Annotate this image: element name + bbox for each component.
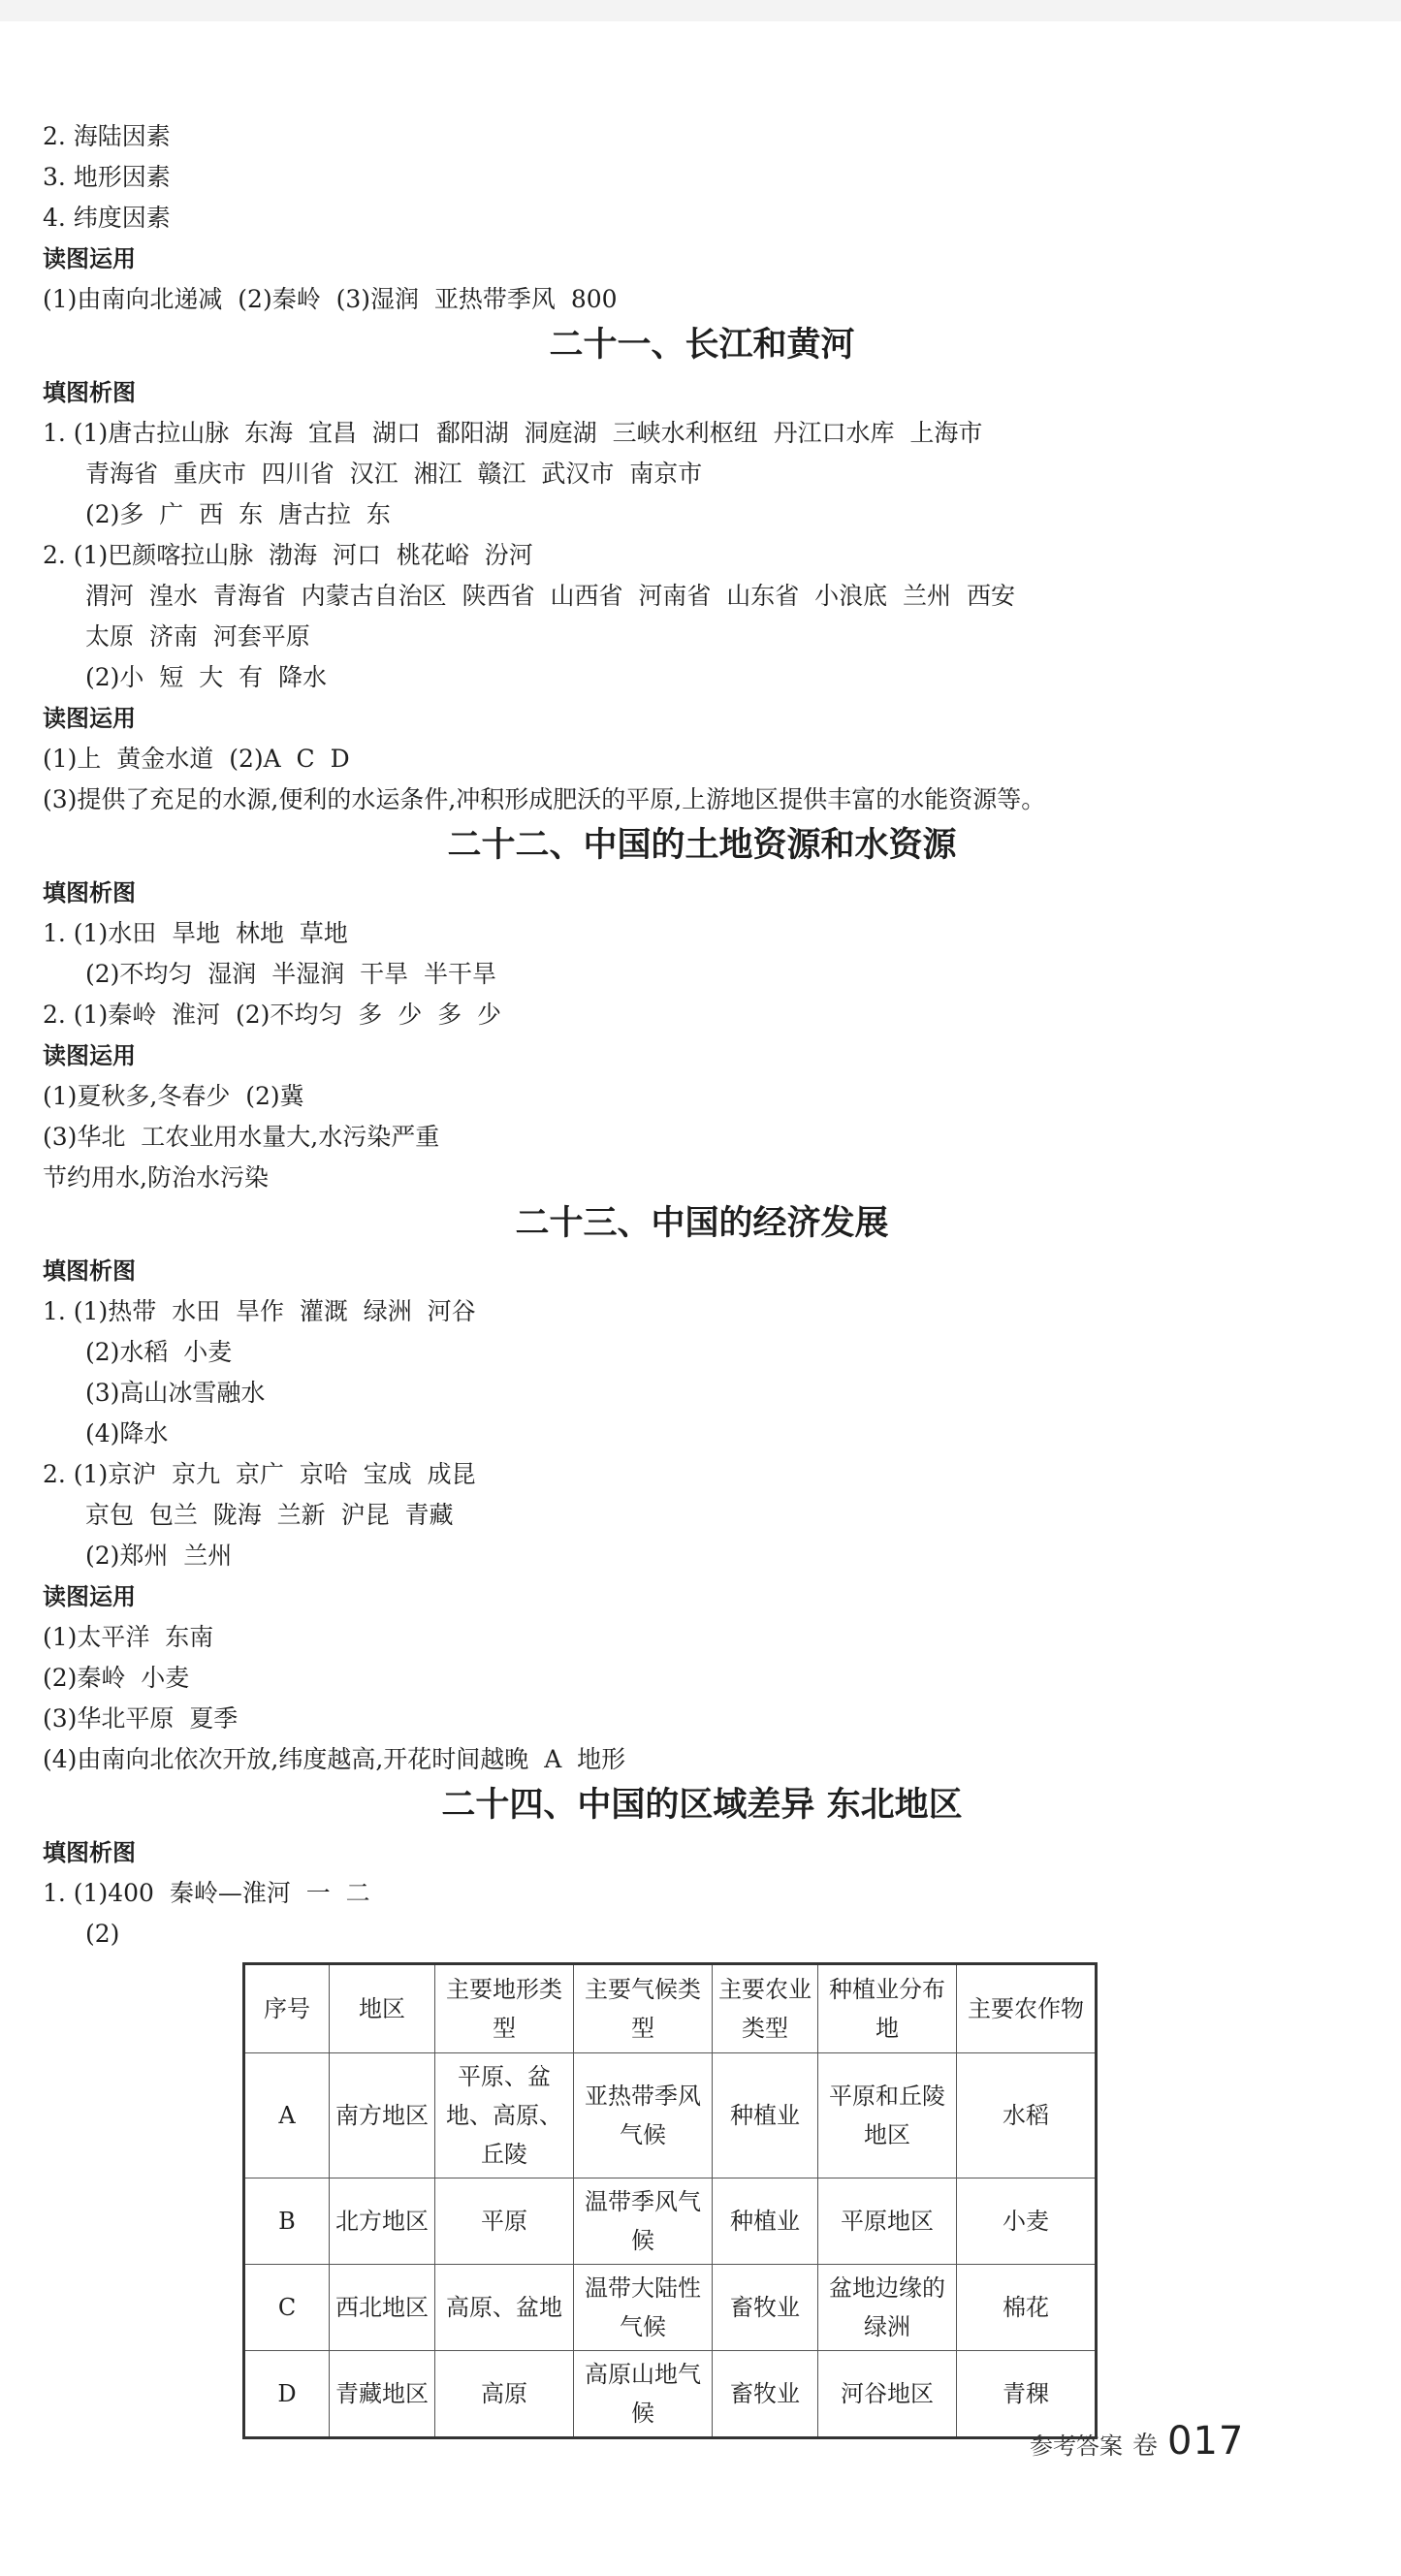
answer-content bbox=[43, 116, 1361, 2439]
answer-line: 渭河 湟水 青海省 内蒙古自治区 陕西省 山西省 河南省 山东省 小浪底 兰州 西安 bbox=[85, 582, 1015, 610]
subsection-fill-maps: 填图析图 bbox=[43, 379, 136, 406]
answer-line: (2)水稻 小麦 bbox=[85, 1338, 233, 1366]
table-cell: 北方地区 bbox=[330, 2178, 435, 2265]
answer-line: 京包 包兰 陇海 兰新 沪昆 青藏 bbox=[85, 1501, 454, 1529]
table-cell: A bbox=[244, 2053, 330, 2178]
answer-line: (4)降水 bbox=[85, 1419, 169, 1447]
table-header-row bbox=[244, 1964, 1097, 2053]
subsection-fill-maps: 填图析图 bbox=[43, 1839, 136, 1866]
footer-volume: 卷 bbox=[1132, 2432, 1159, 2461]
table-cell: 高原、盆地 bbox=[435, 2265, 574, 2351]
answer-line: 青海省 重庆市 四川省 汉江 湘江 赣江 武汉市 南京市 bbox=[85, 460, 703, 488]
section-title-24: 二十四、中国的区域差异 东北地区 bbox=[441, 1786, 963, 1825]
table-cell: 高原 bbox=[435, 2351, 574, 2438]
table-header-cell: 序号 bbox=[244, 1964, 330, 2053]
answer-line: (1)夏秋多,冬春少 (2)冀 bbox=[43, 1082, 304, 1110]
table-cell: 畜牧业 bbox=[713, 2265, 818, 2351]
table-header-cell: 种植业分布地 bbox=[818, 1964, 957, 2053]
answer-line: (2)多 广 西 东 唐古拉 东 bbox=[85, 500, 391, 528]
table-cell: 平原地区 bbox=[818, 2178, 957, 2265]
subsection-fill-maps: 填图析图 bbox=[43, 1257, 136, 1285]
answer-line: (2)小 短 大 有 降水 bbox=[85, 663, 327, 691]
answer-line: (2) bbox=[85, 1920, 120, 1948]
answer-line: 1. (1)400 秦岭—淮河 一 二 bbox=[43, 1879, 370, 1907]
subsection-read-maps: 读图运用 bbox=[43, 1583, 136, 1610]
region-comparison-table bbox=[242, 1962, 1098, 2439]
table-cell: 种植业 bbox=[713, 2178, 818, 2265]
answer-line: (3)华北 工农业用水量大,水污染严重 bbox=[43, 1123, 440, 1151]
subsection-fill-maps: 填图析图 bbox=[43, 879, 136, 906]
subsection-read-maps: 读图运用 bbox=[43, 1042, 136, 1069]
answer-line: 2. (1)秦岭 淮河 (2)不均匀 多 少 多 少 bbox=[43, 1001, 501, 1029]
answer-line: 3. 地形因素 bbox=[43, 163, 171, 191]
table-cell: 平原、盆地、高原、丘陵 bbox=[435, 2053, 574, 2178]
answer-line: (2)秦岭 小麦 bbox=[43, 1664, 190, 1692]
table-row bbox=[244, 2178, 1097, 2265]
table-cell: 温带大陆性气候 bbox=[574, 2265, 713, 2351]
table-cell: 温带季风气候 bbox=[574, 2178, 713, 2265]
scan-top-band bbox=[0, 0, 1401, 21]
table-header-cell: 地区 bbox=[330, 1964, 435, 2053]
table-cell: 畜牧业 bbox=[713, 2351, 818, 2438]
answer-line: 节约用水,防治水污染 bbox=[43, 1163, 269, 1192]
table-cell: 平原和丘陵地区 bbox=[818, 2053, 957, 2178]
answer-line: 1. (1)水田 旱地 林地 草地 bbox=[43, 919, 348, 947]
table-cell: 棉花 bbox=[957, 2265, 1097, 2351]
table-cell: 青藏地区 bbox=[330, 2351, 435, 2438]
table-cell: 南方地区 bbox=[330, 2053, 435, 2178]
table-cell: 水稻 bbox=[957, 2053, 1097, 2178]
table-row bbox=[244, 2053, 1097, 2178]
table-cell: 青稞 bbox=[957, 2351, 1097, 2438]
table-row bbox=[244, 2351, 1097, 2438]
footer-label: 参考答案 bbox=[1030, 2433, 1123, 2460]
answer-line: (3)高山冰雪融水 bbox=[85, 1379, 266, 1407]
table-header-cell: 主要地形类型 bbox=[435, 1964, 574, 2053]
answer-line: (2)不均匀 湿润 半湿润 干旱 半干旱 bbox=[85, 960, 496, 988]
table-cell: D bbox=[244, 2351, 330, 2438]
table-cell: 西北地区 bbox=[330, 2265, 435, 2351]
page-number: 017 bbox=[1167, 2419, 1245, 2464]
table-cell: C bbox=[244, 2265, 330, 2351]
answer-line: (3)提供了充足的水源,便利的水运条件,冲积形成肥沃的平原,上游地区提供丰富的水能资源等。 bbox=[43, 785, 1046, 813]
answer-line: (4)由南向北依次开放,纬度越高,开花时间越晚 A 地形 bbox=[43, 1745, 626, 1773]
answer-line: (2)郑州 兰州 bbox=[85, 1542, 233, 1570]
section-title-23: 二十三、中国的经济发展 bbox=[515, 1204, 889, 1243]
table-cell: 河谷地区 bbox=[818, 2351, 957, 2438]
table-header-cell: 主要气候类型 bbox=[574, 1964, 713, 2053]
answer-line: 1. (1)热带 水田 旱作 灌溉 绿洲 河谷 bbox=[43, 1297, 476, 1325]
table-cell: 亚热带季风气候 bbox=[574, 2053, 713, 2178]
page-footer bbox=[1030, 2419, 1244, 2464]
answer-line: 2. (1)巴颜喀拉山脉 渤海 河口 桃花峪 汾河 bbox=[43, 541, 533, 569]
table-cell: 平原 bbox=[435, 2178, 574, 2265]
region-table-wrapper bbox=[242, 1962, 1361, 2439]
subsection-read-maps: 读图运用 bbox=[43, 705, 136, 732]
answer-line: (1)上 黄金水道 (2)A C D bbox=[43, 745, 350, 773]
answer-line: (3)华北平原 夏季 bbox=[43, 1704, 239, 1733]
answer-line: 4. 纬度因素 bbox=[43, 204, 171, 232]
table-cell: 小麦 bbox=[957, 2178, 1097, 2265]
answer-line: 1. (1)唐古拉山脉 东海 宜昌 湖口 鄱阳湖 洞庭湖 三峡水利枢纽 丹江口水库 上海市 bbox=[43, 419, 983, 447]
answer-line: (1)由南向北递减 (2)秦岭 (3)湿润 亚热带季风 800 bbox=[43, 285, 618, 313]
answer-line: (1)太平洋 东南 bbox=[43, 1623, 214, 1651]
answer-line: 2. (1)京沪 京九 京广 京哈 宝成 成昆 bbox=[43, 1460, 476, 1488]
table-cell: 种植业 bbox=[713, 2053, 818, 2178]
section-title-22: 二十二、中国的土地资源和水资源 bbox=[447, 826, 957, 865]
table-cell: B bbox=[244, 2178, 330, 2265]
table-cell: 高原山地气候 bbox=[574, 2351, 713, 2438]
section-title-21: 二十一、长江和黄河 bbox=[549, 326, 855, 365]
table-header-cell: 主要农业类型 bbox=[713, 1964, 818, 2053]
table-cell: 盆地边缘的绿洲 bbox=[818, 2265, 957, 2351]
table-row bbox=[244, 2265, 1097, 2351]
subsection-read-maps: 读图运用 bbox=[43, 245, 136, 272]
answer-line: 太原 济南 河套平原 bbox=[85, 622, 310, 651]
table-header-cell: 主要农作物 bbox=[957, 1964, 1097, 2053]
answer-line: 2. 海陆因素 bbox=[43, 122, 171, 150]
